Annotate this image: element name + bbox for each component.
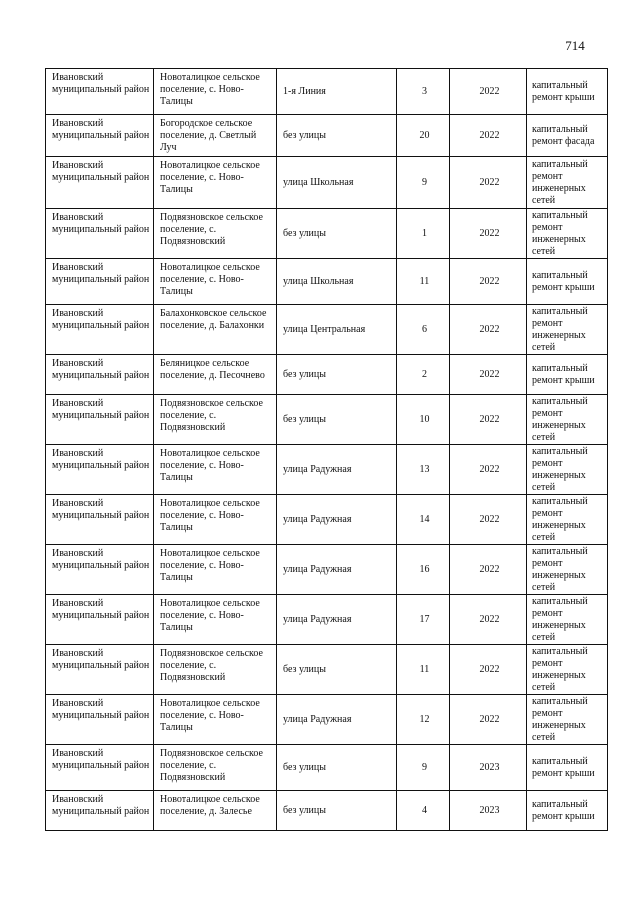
repair-type-cell: капитальный ремонт инженерных сетей xyxy=(527,645,608,695)
house-number-cell: 17 xyxy=(397,595,450,645)
district-cell: Ивановский муниципальный район xyxy=(46,445,154,495)
repair-type-cell: капитальный ремонт инженерных сетей xyxy=(527,495,608,545)
street-cell: улица Радужная xyxy=(277,495,397,545)
year-cell: 2022 xyxy=(450,595,527,645)
house-number-cell: 11 xyxy=(397,259,450,305)
repair-type-cell: капитальный ремонт крыши xyxy=(527,259,608,305)
house-number-cell: 6 xyxy=(397,305,450,355)
table-row xyxy=(46,495,608,545)
table-row xyxy=(46,157,608,209)
repair-type-cell: капитальный ремонт инженерных сетей xyxy=(527,395,608,445)
street-cell: улица Школьная xyxy=(277,157,397,209)
house-number-cell: 16 xyxy=(397,545,450,595)
table-row xyxy=(46,645,608,695)
street-cell: 1-я Линия xyxy=(277,69,397,115)
table-row xyxy=(46,545,608,595)
house-number-cell: 9 xyxy=(397,745,450,791)
street-cell: без улицы xyxy=(277,645,397,695)
house-number-cell: 3 xyxy=(397,69,450,115)
house-number-cell: 14 xyxy=(397,495,450,545)
settlement-cell: Новоталицкое сельское поселение, с. Ново-Талицы xyxy=(154,695,277,745)
table-row xyxy=(46,595,608,645)
street-cell: улица Центральная xyxy=(277,305,397,355)
table-row xyxy=(46,445,608,495)
table-row xyxy=(46,115,608,157)
street-cell: без улицы xyxy=(277,395,397,445)
district-cell: Ивановский муниципальный район xyxy=(46,115,154,157)
table-row xyxy=(46,305,608,355)
settlement-cell: Новоталицкое сельское поселение, с. Ново-Талицы xyxy=(154,157,277,209)
street-cell: улица Радужная xyxy=(277,545,397,595)
repair-type-cell: капитальный ремонт крыши xyxy=(527,745,608,791)
year-cell: 2022 xyxy=(450,69,527,115)
district-cell: Ивановский муниципальный район xyxy=(46,305,154,355)
settlement-cell: Балахонковское сельское поселение, д. Балахонки xyxy=(154,305,277,355)
house-number-cell: 11 xyxy=(397,645,450,695)
settlement-cell: Беляницкое сельское поселение, д. Песочнево xyxy=(154,355,277,395)
house-number-cell: 13 xyxy=(397,445,450,495)
repair-type-cell: капитальный ремонт инженерных сетей xyxy=(527,305,608,355)
house-number-cell: 4 xyxy=(397,791,450,831)
street-cell: без улицы xyxy=(277,115,397,157)
year-cell: 2022 xyxy=(450,695,527,745)
house-number-cell: 9 xyxy=(397,157,450,209)
district-cell: Ивановский муниципальный район xyxy=(46,791,154,831)
street-cell: улица Радужная xyxy=(277,445,397,495)
street-cell: без улицы xyxy=(277,745,397,791)
table-row xyxy=(46,791,608,831)
repair-type-cell: капитальный ремонт инженерных сетей xyxy=(527,695,608,745)
house-number-cell: 20 xyxy=(397,115,450,157)
district-cell: Ивановский муниципальный район xyxy=(46,395,154,445)
district-cell: Ивановский муниципальный район xyxy=(46,495,154,545)
settlement-cell: Новоталицкое сельское поселение, с. Ново-Талицы xyxy=(154,495,277,545)
district-cell: Ивановский муниципальный район xyxy=(46,259,154,305)
district-cell: Ивановский муниципальный район xyxy=(46,595,154,645)
year-cell: 2022 xyxy=(450,115,527,157)
table-row xyxy=(46,355,608,395)
street-cell: без улицы xyxy=(277,355,397,395)
year-cell: 2022 xyxy=(450,157,527,209)
street-cell: улица Радужная xyxy=(277,595,397,645)
repair-type-cell: капитальный ремонт инженерных сетей xyxy=(527,595,608,645)
repair-type-cell: капитальный ремонт фасада xyxy=(527,115,608,157)
street-cell: без улицы xyxy=(277,791,397,831)
district-cell: Ивановский муниципальный район xyxy=(46,745,154,791)
repair-type-cell: капитальный ремонт инженерных сетей xyxy=(527,157,608,209)
year-cell: 2022 xyxy=(450,305,527,355)
year-cell: 2023 xyxy=(450,791,527,831)
year-cell: 2022 xyxy=(450,645,527,695)
house-number-cell: 2 xyxy=(397,355,450,395)
table-row xyxy=(46,209,608,259)
repair-type-cell: капитальный ремонт крыши xyxy=(527,69,608,115)
year-cell: 2023 xyxy=(450,745,527,791)
settlement-cell: Богородское сельское поселение, д. Светлый Луч xyxy=(154,115,277,157)
settlement-cell: Новоталицкое сельское поселение, д. Залесье xyxy=(154,791,277,831)
district-cell: Ивановский муниципальный район xyxy=(46,355,154,395)
year-cell: 2022 xyxy=(450,545,527,595)
settlement-cell: Новоталицкое сельское поселение, с. Ново-Талицы xyxy=(154,545,277,595)
year-cell: 2022 xyxy=(450,495,527,545)
table-row xyxy=(46,695,608,745)
settlement-cell: Новоталицкое сельское поселение, с. Ново-Талицы xyxy=(154,445,277,495)
table-row xyxy=(46,69,608,115)
page-number: 714 xyxy=(565,38,585,53)
district-cell: Ивановский муниципальный район xyxy=(46,69,154,115)
settlement-cell: Подвязновское сельское поселение, с. Подвязновский xyxy=(154,209,277,259)
house-number-cell: 12 xyxy=(397,695,450,745)
settlement-cell: Новоталицкое сельское поселение, с. Ново-Талицы xyxy=(154,595,277,645)
table-body xyxy=(46,69,608,831)
district-cell: Ивановский муниципальный район xyxy=(46,209,154,259)
settlement-cell: Подвязновское сельское поселение, с. Подвязновский xyxy=(154,745,277,791)
street-cell: улица Школьная xyxy=(277,259,397,305)
district-cell: Ивановский муниципальный район xyxy=(46,157,154,209)
repair-type-cell: капитальный ремонт инженерных сетей xyxy=(527,545,608,595)
year-cell: 2022 xyxy=(450,395,527,445)
district-cell: Ивановский муниципальный район xyxy=(46,545,154,595)
table-row xyxy=(46,395,608,445)
table-row xyxy=(46,745,608,791)
street-cell: улица Радужная xyxy=(277,695,397,745)
repair-type-cell: капитальный ремонт крыши xyxy=(527,791,608,831)
settlement-cell: Подвязновское сельское поселение, с. Подвязновский xyxy=(154,645,277,695)
repair-type-cell: капитальный ремонт крыши xyxy=(527,355,608,395)
housing-repair-table xyxy=(45,68,608,831)
street-cell: без улицы xyxy=(277,209,397,259)
year-cell: 2022 xyxy=(450,355,527,395)
repair-type-cell: капитальный ремонт инженерных сетей xyxy=(527,445,608,495)
settlement-cell: Подвязновское сельское поселение, с. Подвязновский xyxy=(154,395,277,445)
settlement-cell: Новоталицкое сельское поселение, с. Ново-Талицы xyxy=(154,69,277,115)
year-cell: 2022 xyxy=(450,259,527,305)
house-number-cell: 1 xyxy=(397,209,450,259)
year-cell: 2022 xyxy=(450,445,527,495)
repair-type-cell: капитальный ремонт инженерных сетей xyxy=(527,209,608,259)
district-cell: Ивановский муниципальный район xyxy=(46,695,154,745)
settlement-cell: Новоталицкое сельское поселение, с. Ново-Талицы xyxy=(154,259,277,305)
district-cell: Ивановский муниципальный район xyxy=(46,645,154,695)
year-cell: 2022 xyxy=(450,209,527,259)
table-row xyxy=(46,259,608,305)
house-number-cell: 10 xyxy=(397,395,450,445)
